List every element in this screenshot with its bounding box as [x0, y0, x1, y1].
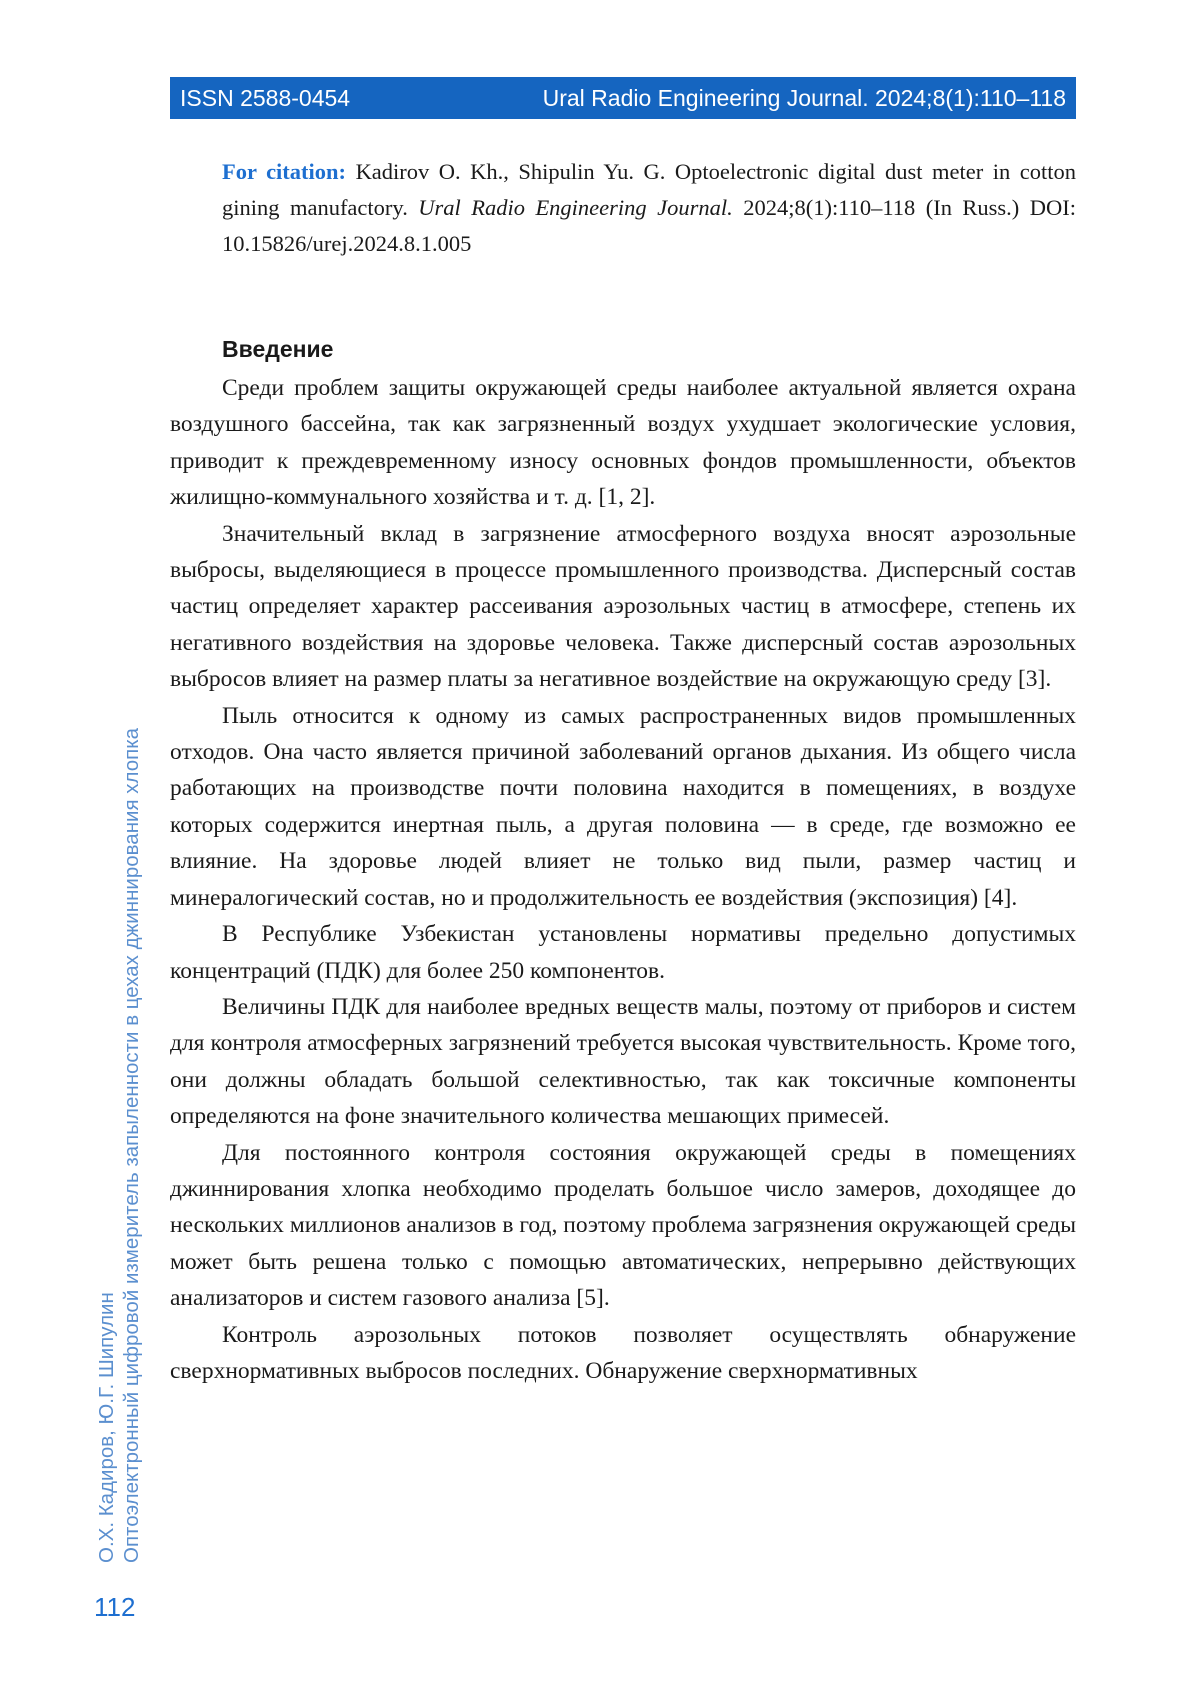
citation-block: [222, 154, 1076, 262]
citation-label: For citation:: [222, 159, 346, 184]
side-authors: О.Х. Кадиров, Ю.Г. Шипулин: [94, 728, 119, 1563]
citation-journal: Ural Radio Engineering Journal.: [418, 195, 732, 220]
paragraph: Контроль аэрозольных потоков позволяет осуществлять обнаружение сверхнормативных выбросов последних. Обнаружение сверхнормативных: [170, 1317, 1076, 1390]
issn-label: ISSN 2588-0454: [180, 85, 350, 112]
page-number: 112: [94, 1592, 135, 1623]
paragraph: Величины ПДК для наиболее вредных веществ малы, поэтому от приборов и систем для контроля атмосферных загрязнений требуется высокая чувствительность. Кроме того, они должны обладать большой селективностью, так как токсичные компоненты определяются на фоне значительного количества мешающих примесей.: [170, 989, 1076, 1135]
journal-header-bar: [170, 77, 1076, 119]
paragraph: Среди проблем защиты окружающей среды наиболее актуальной является охрана воздушного бассейна, так как загрязненный воздух ухудшает экологические условия, приводит к преждевременному износу основных фондов промышленности, объектов жилищно-коммунального хозяйства и т. д. [1, 2].: [170, 370, 1076, 516]
journal-reference: Ural Radio Engineering Journal. 2024;8(1):110–118: [543, 85, 1066, 112]
paragraph: Для постоянного контроля состояния окружающей среды в помещениях джиннирования хлопка необходимо проделать большое число замеров, доходящее до нескольких миллионов анализов в год, поэтому проблема загрязнения окружающей среды может быть решена только с помощью автоматических, непрерывно действующих анализаторов и систем газового анализа [5].: [170, 1135, 1076, 1317]
side-title: Оптоэлектронный цифровой измеритель запыленности в цехах джиннирования хлопка: [119, 728, 144, 1563]
citation-details: 2024;8(1):110–118 (In Russ.) DOI: 10.15826/urej.2024.8.1.005: [222, 195, 1076, 256]
paragraph: Пыль относится к одному из самых распространенных видов промышленных отходов. Она часто является причиной заболеваний органов дыхания. Из общего числа работающих на производстве почти половина находится в помещениях, в воздухе которых содержится инертная пыль, а другая половина — в среде, где возможно ее влияние. На здоровье людей влияет не только вид пыли, размер частиц и минералогический состав, но и продолжительность ее воздействия (экспозиция) [4].: [170, 698, 1076, 916]
side-running-head: [94, 728, 144, 1563]
body-text: [170, 370, 1076, 1389]
section-title: Введение: [222, 336, 333, 363]
citation-authors-title: Kadirov O. Kh., Shipulin Yu. G. Optoelectronic digital dust meter in cotton gining manufactory.: [222, 159, 1076, 220]
paragraph: Значительный вклад в загрязнение атмосферного воздуха вносят аэрозольные выбросы, выделяющиеся в процессе промышленного производства. Дисперсный состав частиц определяет характер рассеивания аэрозольных частиц в атмосфере, степень их негативного воздействия на здоровье человека. Также дисперсный состав аэрозольных выбросов влияет на размер платы за негативное воздействие на окружающую среду [3].: [170, 516, 1076, 698]
paragraph: В Республике Узбекистан установлены нормативы предельно допустимых концентраций (ПДК) для более 250 компонентов.: [170, 916, 1076, 989]
